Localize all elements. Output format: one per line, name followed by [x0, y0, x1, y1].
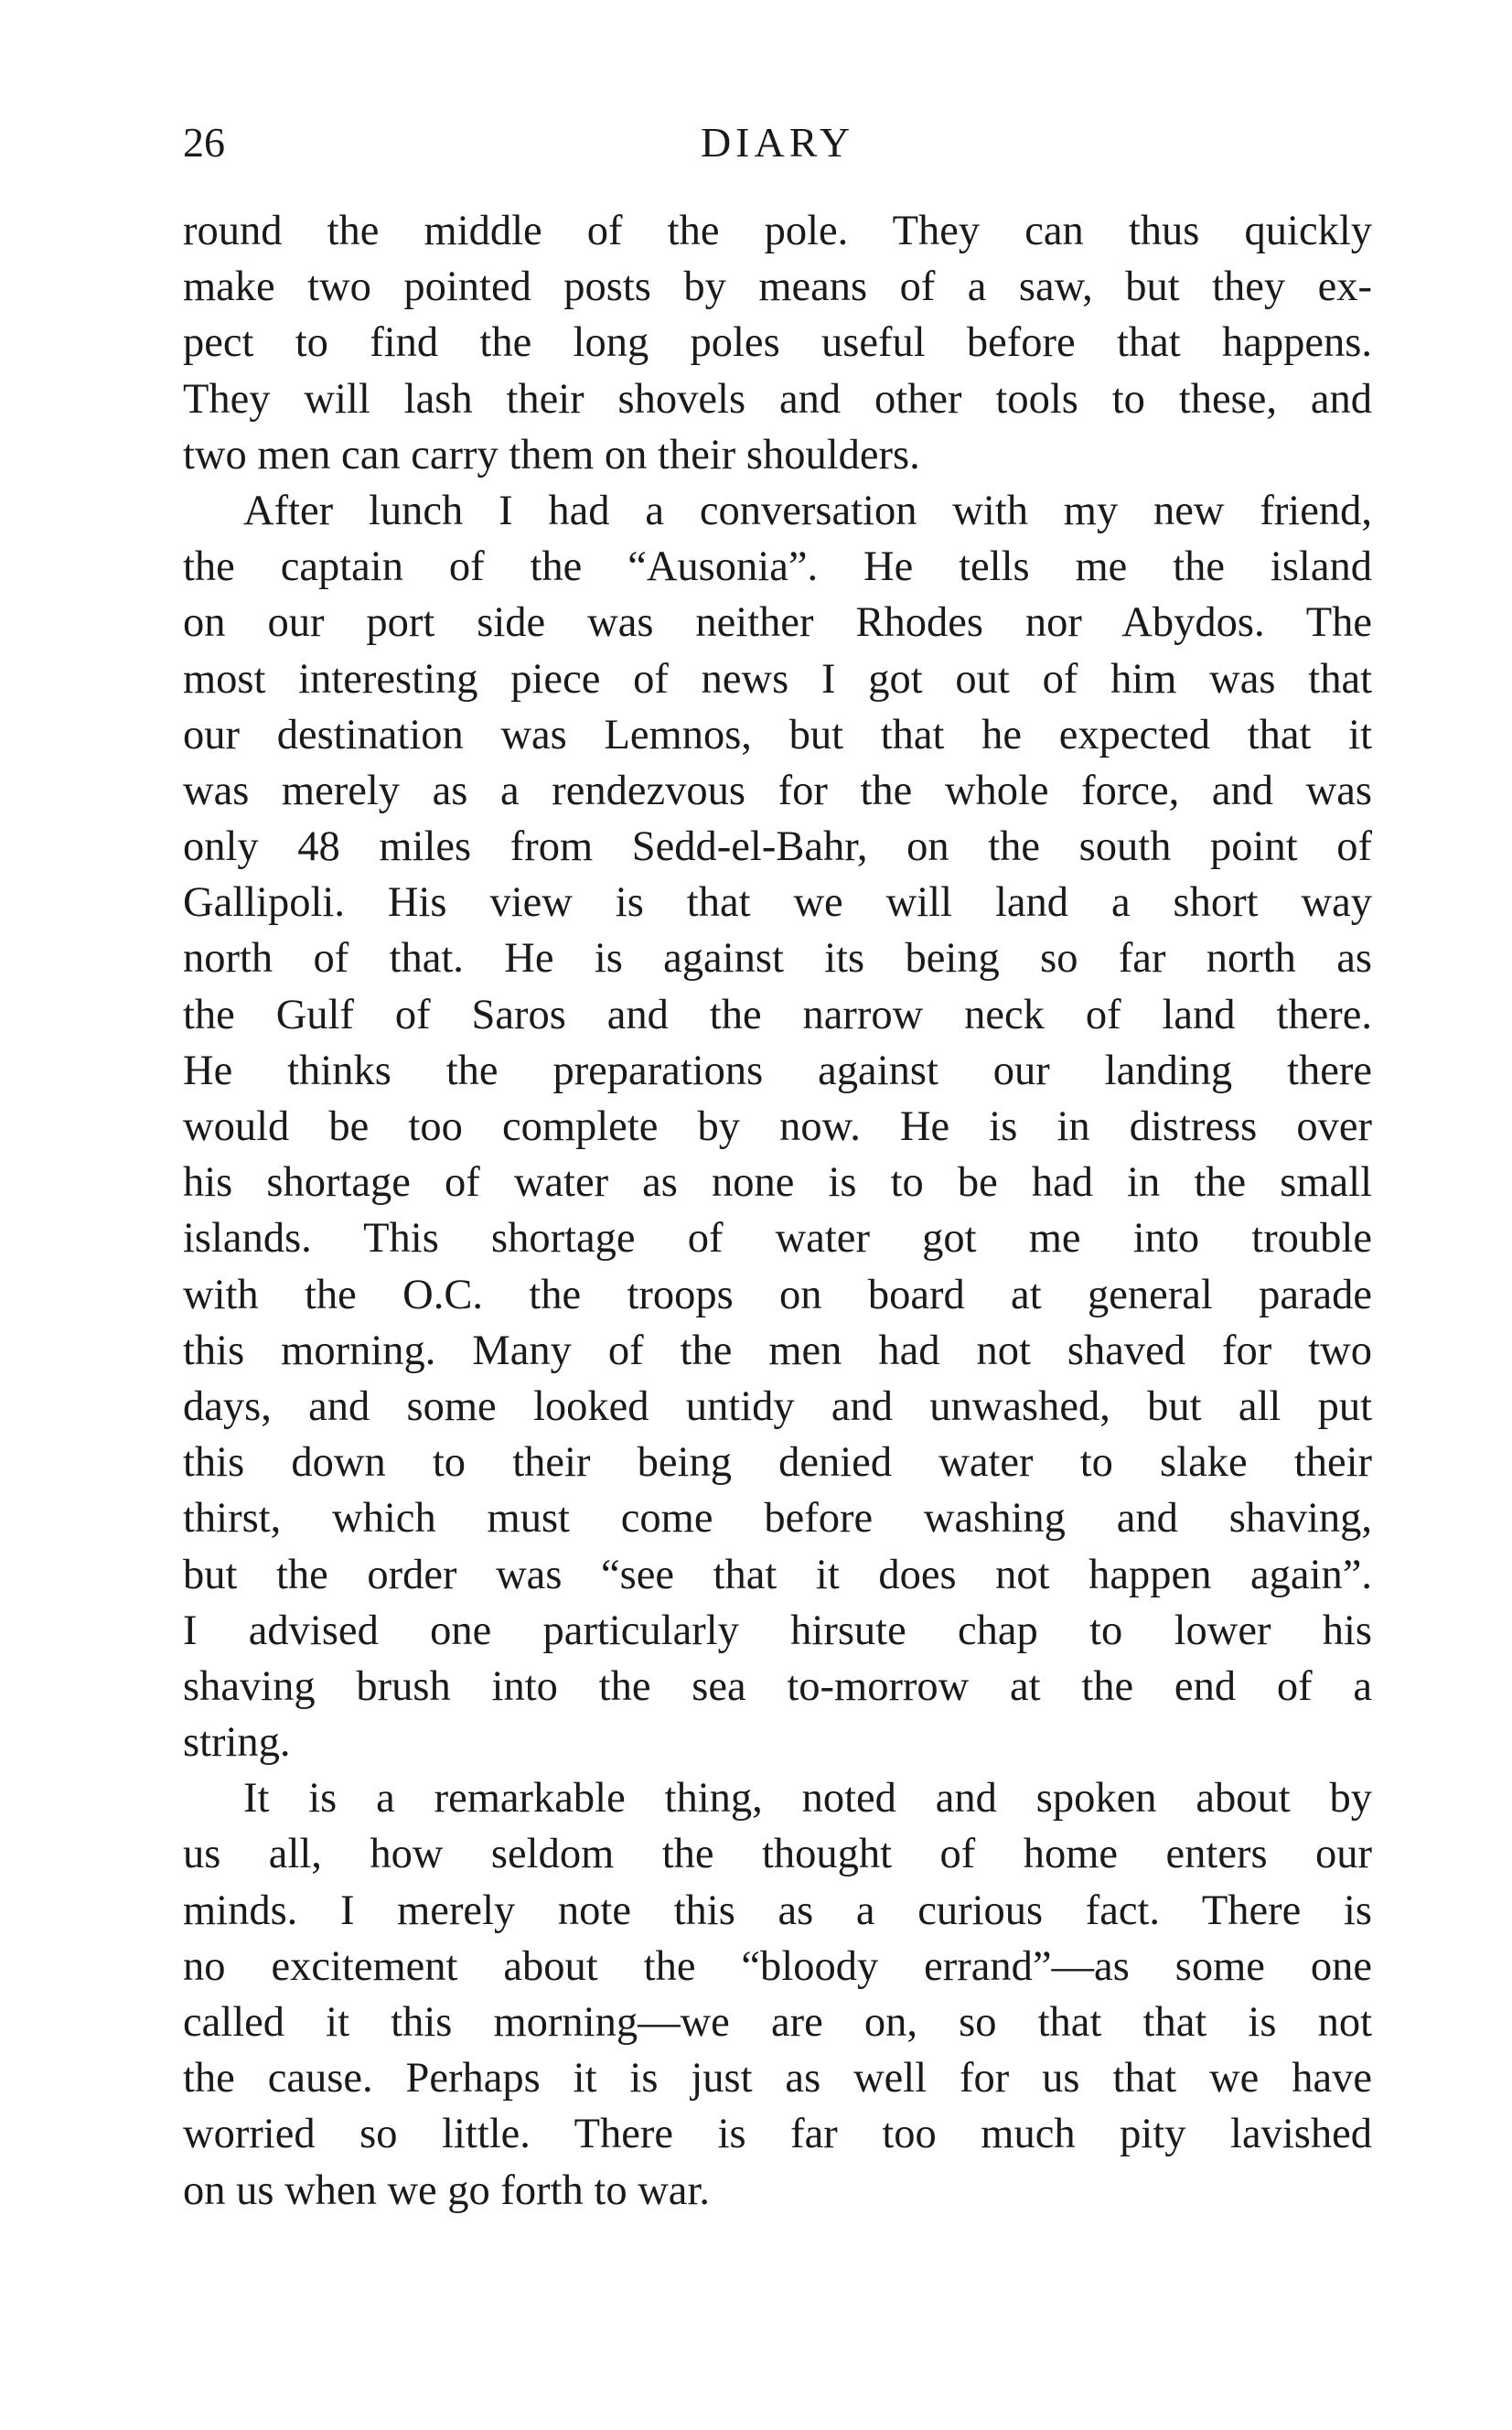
text-line: called it this morning—we are on, so that that is not	[183, 1999, 1372, 2046]
text-line: two men can carry them on their shoulders.	[183, 431, 920, 478]
text-line: worried so little. There is far too much pity lavished	[183, 2111, 1372, 2158]
text-line: on us when we go forth to war.	[183, 2167, 710, 2214]
text-line: with the O.C. the troops on board at general parade	[183, 1271, 1372, 1318]
paragraph-3	[183, 1770, 1372, 2219]
text-line: After lunch I had a conversation with my new friend,	[243, 487, 1372, 534]
text-line: this down to their being denied water to slake their	[183, 1439, 1372, 1487]
text-line: north of that. He is against its being so far north as	[183, 935, 1372, 983]
paragraph-2	[183, 483, 1372, 1770]
text-line: us all, how seldom the thought of home enters our	[183, 1831, 1372, 1878]
text-line: thirst, which must come before washing and shaving,	[183, 1495, 1372, 1543]
text-line: He thinks the preparations against our landing there	[183, 1047, 1372, 1094]
text-line: our destination was Lemnos, but that he expected that it	[183, 711, 1372, 758]
text-line: islands. This shortage of water got me into trouble	[183, 1215, 1372, 1263]
text-line: no excitement about the “bloody errand”—as some one	[183, 1942, 1372, 1990]
text-line: most interesting piece of news I got out of him was that	[183, 655, 1372, 703]
page-number: 26	[183, 119, 225, 166]
text-line: his shortage of water as none is to be had in the small	[183, 1159, 1372, 1207]
body-text	[183, 203, 1372, 2219]
text-line: string.	[183, 1719, 291, 1767]
text-line: minds. I merely note this as a curious fact. There is	[183, 1887, 1372, 1934]
text-line: only 48 miles from Sedd-el-Bahr, on the south point of	[183, 823, 1372, 871]
text-line: was merely as a rendezvous for the whole force, and was	[183, 767, 1372, 814]
text-line: make two pointed posts by means of a saw, but they ex-	[183, 263, 1372, 311]
text-line: on our port side was neither Rhodes nor Abydos. The	[183, 599, 1372, 647]
text-line: the Gulf of Saros and the narrow neck of land there.	[183, 991, 1372, 1038]
text-line: days, and some looked untidy and unwashed, but all put	[183, 1382, 1372, 1430]
text-line: this morning. Many of the men had not shaved for two	[183, 1327, 1372, 1374]
text-line: Gallipoli. His view is that we will land a short way	[183, 879, 1372, 927]
text-line: shaving brush into the sea to-morrow at the end of a	[183, 1662, 1372, 1710]
text-line: the captain of the “Ausonia”. He tells me the island	[183, 543, 1372, 591]
text-line: the cause. Perhaps it is just as well for us that we have	[183, 2055, 1372, 2102]
paragraph-1	[183, 203, 1372, 483]
text-line: would be too complete by now. He is in distress over	[183, 1103, 1372, 1150]
text-line: It is a remarkable thing, noted and spoken about by	[243, 1775, 1372, 1822]
running-title: DIARY	[700, 119, 855, 166]
text-line: but the order was “see that it does not happen again”.	[183, 1551, 1372, 1598]
text-line: They will lash their shovels and other tools to these, and	[183, 375, 1372, 423]
text-line: round the middle of the pole. They can thus quickly	[183, 208, 1372, 254]
text-line: I advised one particularly hirsute chap to lower his	[183, 1607, 1372, 1654]
text-line: pect to find the long poles useful before that happens.	[183, 319, 1372, 367]
running-head	[183, 115, 1372, 179]
